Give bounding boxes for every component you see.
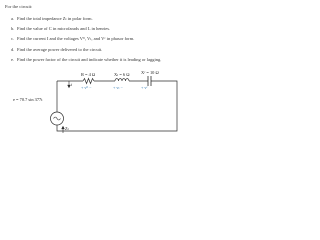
resistor-label: R = 4 Ω: [81, 72, 96, 77]
question-text: Find the current I and the voltages Vᴿ, Vₗ, and Vᶜ in phasor form.: [17, 36, 135, 42]
capacitor-voltage-label: + vᶜ: [141, 85, 148, 90]
question-letter: d.: [11, 46, 15, 52]
inductor-voltage-label: + vₗ −: [113, 85, 123, 90]
question-letter: c.: [11, 36, 15, 42]
resistor-voltage-label: + vᴿ −: [81, 85, 92, 90]
question-text: Find the total impedance Zₜ in polar form.: [17, 16, 93, 21]
question-letter: e.: [11, 56, 15, 62]
current-label: i: [71, 82, 73, 87]
question-letter: a.: [11, 16, 15, 21]
question-text: Find the power factor of the circuit and indicate whether it is leading or lagging.: [17, 56, 162, 62]
impedance-arrow-icon: [62, 126, 64, 133]
inductor-label: Xₗ = 6 Ω: [114, 72, 130, 77]
question-text: Find the average power delivered to the circuit.: [17, 46, 103, 52]
current-arrow-icon: [68, 81, 70, 88]
source-label: e = 70.7 sin 377t: [13, 97, 43, 102]
question-letter: b.: [11, 26, 15, 32]
impedance-label: Zₜ: [65, 126, 69, 131]
capacitor-icon: [148, 76, 151, 86]
capacitor-label: Xᶜ = 10 Ω: [141, 70, 159, 75]
ac-source-icon: [51, 112, 64, 125]
circuit-diagram: [0, 0, 200, 151]
question-text: Find the value of C in microfarads and L in henries.: [17, 26, 111, 32]
intro-text: For the circuit:: [5, 4, 33, 9]
resistor-icon: [83, 79, 94, 84]
inductor-icon: [115, 79, 129, 81]
